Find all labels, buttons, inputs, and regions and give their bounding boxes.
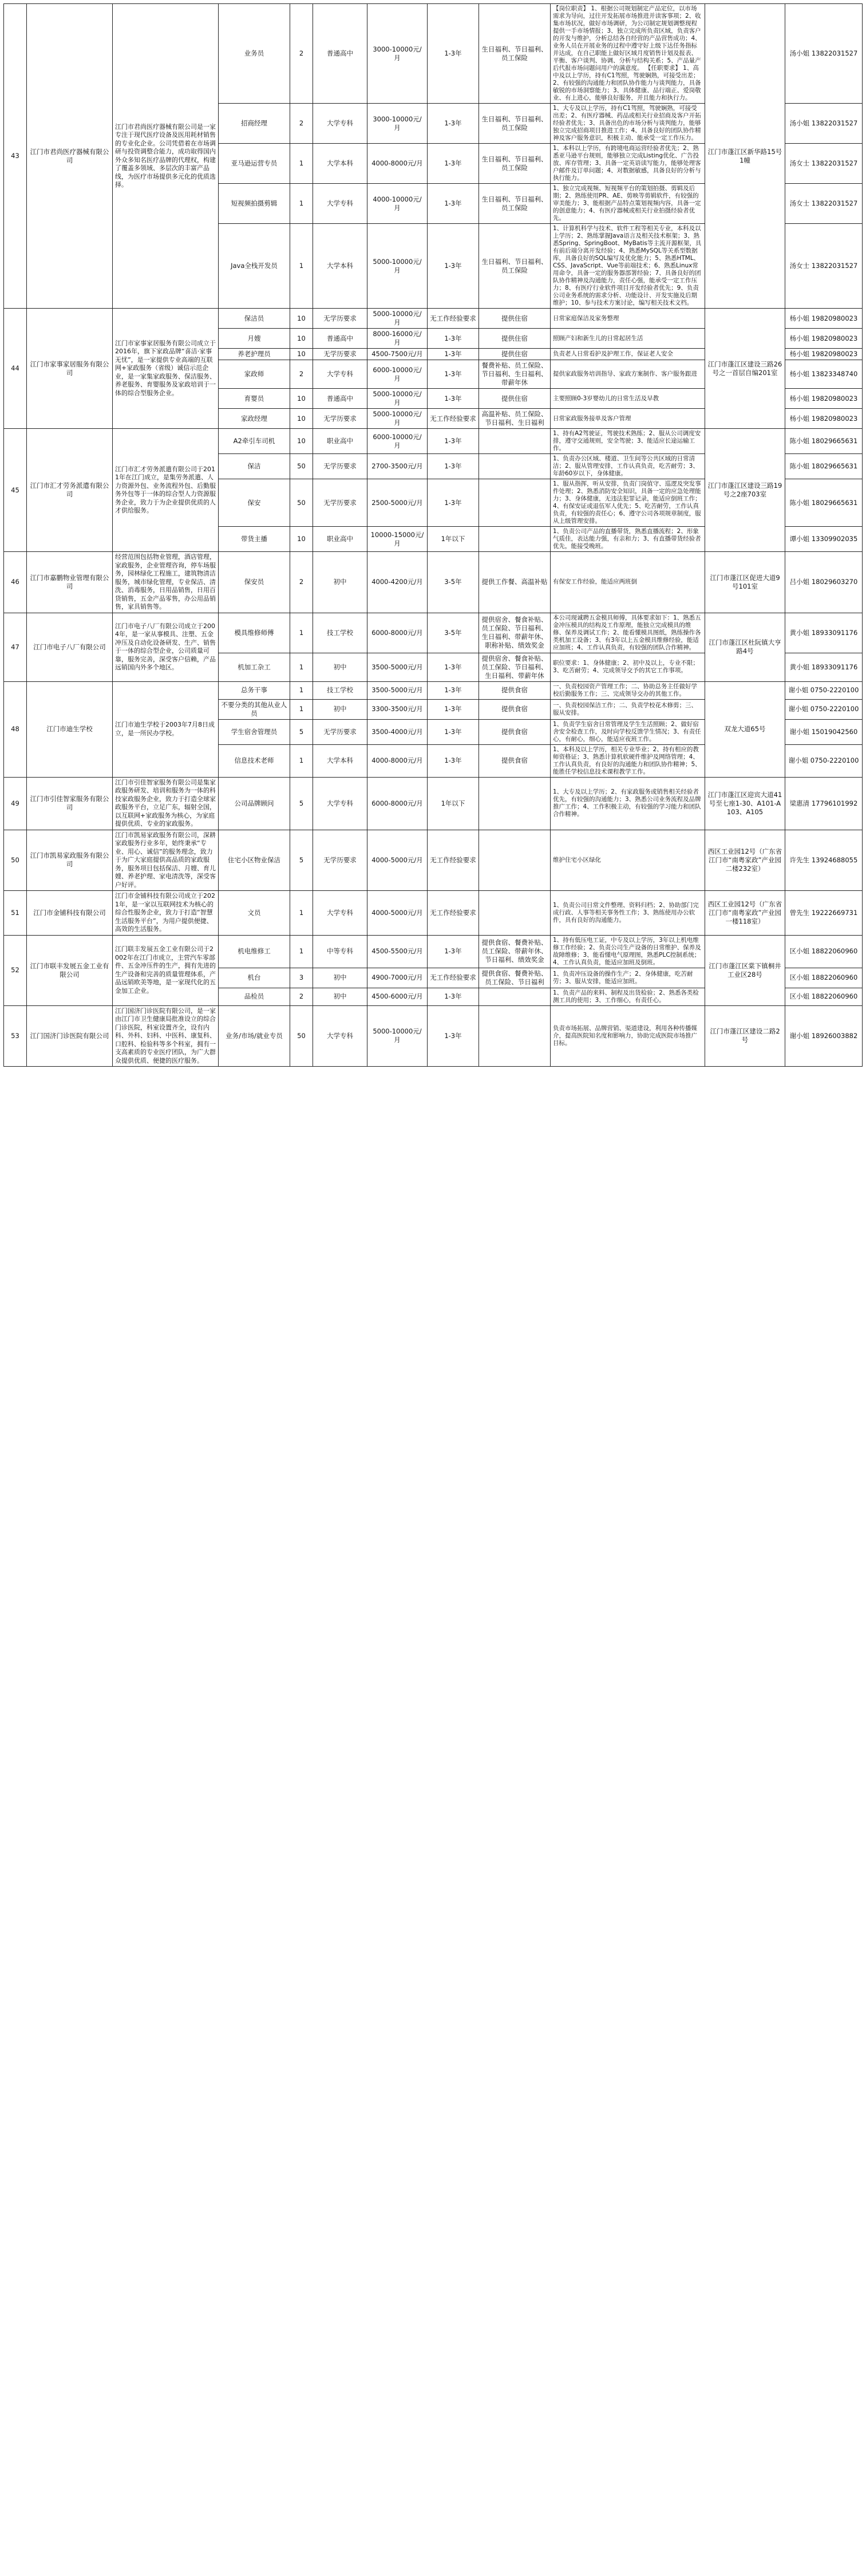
job-headcount: 1: [290, 891, 313, 936]
table-row: [4, 309, 863, 329]
job-position: 机电维修工: [219, 935, 290, 968]
job-contact: 区小姐 18822060960: [785, 935, 863, 968]
job-headcount: 1: [290, 613, 313, 653]
job-position: 业务员: [219, 4, 290, 104]
job-requirements: 一、负责校园保洁工作；二、负责学校花木修剪；三、服从安排。: [551, 699, 705, 719]
job-salary: 6000-10000元/月: [367, 429, 428, 454]
recruitment-table: [3, 3, 863, 1067]
job-benefits: 提供住宿: [479, 389, 551, 409]
job-contact: 谢小姐 0750-2220100: [785, 699, 863, 719]
company-description: 江门市凯易家政服务有限公司，深耕家政服务行业多年，始终秉承“专业、用心、诚信”的服务理念，致力于为广大家庭提供高品质的家政服务，服务项目包括保洁、月嫂、育儿嫂、养老护理、家电清洗等，深受客户好评。: [113, 830, 219, 891]
job-headcount: 3: [290, 968, 313, 988]
job-experience: 1-3年: [428, 653, 479, 681]
job-position: 品检员: [219, 988, 290, 1005]
table-row: [4, 935, 863, 968]
job-headcount: 2: [290, 552, 313, 613]
job-benefits: [479, 527, 551, 552]
company-number: 50: [4, 830, 27, 891]
job-benefits: [479, 830, 551, 891]
job-experience: 1-3年: [428, 329, 479, 349]
job-salary: 4500-7500元/月: [367, 349, 428, 360]
job-salary: 4000-5000元/月: [367, 830, 428, 891]
job-position: 公司品牌顾问: [219, 777, 290, 830]
job-benefits: 提供食宿、餐费补贴、员工保险、带薪年休、节日福利、绩效奖金: [479, 935, 551, 968]
job-education: 大学本科: [313, 224, 367, 309]
job-salary: 3000-10000元/月: [367, 104, 428, 144]
job-education: 初中: [313, 699, 367, 719]
job-contact: 区小姐 18822060960: [785, 988, 863, 1005]
company-number: 44: [4, 309, 27, 429]
job-headcount: 10: [290, 389, 313, 409]
job-headcount: 5: [290, 830, 313, 891]
company-address: 双龙大道65号: [705, 681, 785, 777]
job-requirements: 照顾产妇和新生儿的日常起居生活: [551, 329, 705, 349]
job-salary: 5000-10000元/月: [367, 1005, 428, 1067]
job-education: 大学专科: [313, 891, 367, 936]
job-salary: 5000-10000元/月: [367, 409, 428, 429]
job-position: 保洁员: [219, 309, 290, 329]
job-position: 业务/市场/就业专员: [219, 1005, 290, 1067]
company-name: 江门市凯易家政服务有限公司: [27, 830, 113, 891]
company-description: 江门国济门诊医院有限公司，是一家由江门市卫生健康局批准设立的综合门诊医院，科室设置齐全，设有内科、外科、妇科、中医科、康复科、口腔科、检验科等多个科室，拥有一支高素质的专业医疗团队，为广大群众提供优质、便捷的医疗服务。: [113, 1005, 219, 1067]
job-position: 家政师: [219, 360, 290, 389]
job-headcount: 2: [290, 104, 313, 144]
job-experience: 1-3年: [428, 4, 479, 104]
job-contact: 杨小姐 19820980023: [785, 389, 863, 409]
job-requirements: 主要照顾0-3岁婴幼儿的日常生活及早教: [551, 389, 705, 409]
job-requirements: 1、大专及以上学历；2、有家政服务或销售相关经验者优先，有较强的沟通能力；3、熟悉公司业务流程及品牌推广工作；4、工作积极主动，有较强的学习能力和团队合作精神。: [551, 777, 705, 830]
job-requirements: 1、负责产品的来料、制程及出货检验；2、熟悉各类检测工具的使用；3、工作细心，有责任心。: [551, 988, 705, 1005]
job-education: 初中: [313, 988, 367, 1005]
job-headcount: 1: [290, 653, 313, 681]
job-experience: 1-3年: [428, 184, 479, 224]
job-education: 大学专科: [313, 777, 367, 830]
job-salary: 10000-15000元/月: [367, 527, 428, 552]
company-address: 江门市蓬江区建设三路26号之一首层自编201室: [705, 309, 785, 429]
job-contact: 谭小姐 13309902035: [785, 527, 863, 552]
job-position: 模具维修师傅: [219, 613, 290, 653]
job-experience: 1年以下: [428, 777, 479, 830]
job-education: 无学历要求: [313, 409, 367, 429]
job-education: 初中: [313, 968, 367, 988]
company-name: 江门市嘉鹏物业管理有限公司: [27, 552, 113, 613]
job-headcount: 5: [290, 777, 313, 830]
job-contact: 杨小姐 13823348740: [785, 360, 863, 389]
company-description: 江门市迪生学校于2003年7月8日成立，是一所民办学校。: [113, 681, 219, 777]
company-description: 江门市汇才劳务派遣有限公司于2011年在江门成立，是集劳务派遣、人力资源外包、业务流程外包、后勤服务外包等于一体的综合型人力资源服务企业，致力于为企业提供优质的人才供给服务。: [113, 429, 219, 552]
company-name: 江门国济门诊医院有限公司: [27, 1005, 113, 1067]
company-name: 江门市迪生学校: [27, 681, 113, 777]
company-description: 江门市金铺科技有限公司成立于2021年，是一家以互联网技术为核心的综合性服务企业，致力于打造“智慧生活服务平台”，为用户提供便捷、高效的生活服务。: [113, 891, 219, 936]
job-headcount: 1: [290, 935, 313, 968]
job-requirements: 1、持有A2驾驶证，驾驶技术熟练；2、服从公司调度安排，遵守交通规则，安全驾驶；3、能适应长途运输工作。: [551, 429, 705, 454]
job-education: 初中: [313, 552, 367, 613]
job-education: 普通高中: [313, 389, 367, 409]
job-experience: 1-3年: [428, 719, 479, 744]
job-requirements: 日常家政服务接单及客户管理: [551, 409, 705, 429]
job-contact: 汤女士 13822031527: [785, 184, 863, 224]
job-education: 无学历要求: [313, 719, 367, 744]
job-experience: 3-5年: [428, 613, 479, 653]
job-salary: 4000-10000元/月: [367, 184, 428, 224]
job-headcount: 1: [290, 224, 313, 309]
job-experience: 1-3年: [428, 349, 479, 360]
table-row: [4, 429, 863, 454]
job-benefits: 生日福利、节日福利、员工保险: [479, 104, 551, 144]
job-benefits: 提供食宿: [479, 681, 551, 699]
company-number: 45: [4, 429, 27, 552]
job-benefits: 餐费补贴、员工保险、节日福利、生日福利、带薪年休: [479, 360, 551, 389]
job-benefits: 高温补贴、员工保险、节日福利、生日福利: [479, 409, 551, 429]
job-salary: 3500-4000元/月: [367, 719, 428, 744]
job-requirements: 1、本科以上学历，有跨境电商运营经验者优先；2、熟悉亚马逊平台规则，能够独立完成Listing优化、广告投放、库存管理；3、具备一定英语读写能力，能够处理客户邮件及订单问题；4、对数据敏感，具备良好的分析与执行能力。: [551, 144, 705, 184]
job-education: 无学历要求: [313, 349, 367, 360]
job-salary: 3000-10000元/月: [367, 4, 428, 104]
job-experience: 1年以下: [428, 527, 479, 552]
job-experience: 1-3年: [428, 104, 479, 144]
table-row: [4, 681, 863, 699]
job-salary: 4000-5000元/月: [367, 891, 428, 936]
job-headcount: 50: [290, 454, 313, 479]
job-contact: 梁惠清 17796101992: [785, 777, 863, 830]
job-education: 初中: [313, 653, 367, 681]
job-requirements: 负责市场拓展、品牌营销、渠道建设，利用各种传播媒介，提高医院知名度和影响力，协助完成医院市场推广目标。: [551, 1005, 705, 1067]
company-address: 江门市蓬江区促进大道9号101室: [705, 552, 785, 613]
job-headcount: 1: [290, 699, 313, 719]
table-row: [4, 777, 863, 830]
job-contact: 黄小姐 18933091176: [785, 613, 863, 653]
job-education: 大学专科: [313, 1005, 367, 1067]
job-headcount: 10: [290, 429, 313, 454]
job-position: 养老护理员: [219, 349, 290, 360]
job-position: 总务干事: [219, 681, 290, 699]
job-contact: 谢小姐 18926003882: [785, 1005, 863, 1067]
job-headcount: 5: [290, 719, 313, 744]
job-requirements: 1、独立完成视频、短视频平台的策划拍摄、剪辑及后期；2、熟练使用PR、AE、剪映等剪辑软件，有较强的审美能力；3、能根据产品特点策划视频内容，具备一定的创意能力；4、有医疗器械或相关行业拍摄经验者优先。: [551, 184, 705, 224]
job-salary: 3300-3500元/月: [367, 699, 428, 719]
job-position: 家政经理: [219, 409, 290, 429]
table-row: [4, 613, 863, 653]
job-position: 文员: [219, 891, 290, 936]
job-benefits: [479, 891, 551, 936]
job-experience: 1-3年: [428, 224, 479, 309]
job-salary: 3500-5000元/月: [367, 681, 428, 699]
job-benefits: [479, 1005, 551, 1067]
job-education: 无学历要求: [313, 454, 367, 479]
job-benefits: [479, 429, 551, 454]
job-salary: 6000-8000元/月: [367, 613, 428, 653]
job-experience: 无工作经验要求: [428, 309, 479, 329]
job-benefits: 提供宿舍、餐食补贴、员工保险、节日福利、生日福利、带薪年休、职称补贴、绩效奖金: [479, 613, 551, 653]
job-position: 住宅小区物业保洁: [219, 830, 290, 891]
company-name: 江门市引佳智家服务有限公司: [27, 777, 113, 830]
job-headcount: 10: [290, 409, 313, 429]
job-headcount: 1: [290, 144, 313, 184]
job-position: 育婴员: [219, 389, 290, 409]
job-salary: 6000-10000元/月: [367, 360, 428, 389]
job-headcount: 10: [290, 349, 313, 360]
job-salary: 4000-8000元/月: [367, 144, 428, 184]
company-number: 48: [4, 681, 27, 777]
job-salary: 4500-6000元/月: [367, 988, 428, 1005]
company-number: 46: [4, 552, 27, 613]
job-contact: 吕小姐 18029603270: [785, 552, 863, 613]
job-salary: 2700-3500元/月: [367, 454, 428, 479]
company-name: 江门市家事家居服务有限公司: [27, 309, 113, 429]
job-position: 带货主播: [219, 527, 290, 552]
job-salary: 4000-4200元/月: [367, 552, 428, 613]
job-salary: 6000-8000元/月: [367, 777, 428, 830]
job-salary: 5000-10000元/月: [367, 224, 428, 309]
job-position: 亚马逊运营专员: [219, 144, 290, 184]
job-requirements: 1、负责公司产品的直播带货，熟悉直播流程；2、形象气质佳，表达能力强，有亲和力；3、有直播带货经验者优先，能接受晚班。: [551, 527, 705, 552]
job-benefits: 生日福利、节日福利、员工保险: [479, 224, 551, 309]
job-contact: 汤女士 13822031527: [785, 224, 863, 309]
company-number: 47: [4, 613, 27, 681]
company-address: 西区工业园12号（广东省江门市“南粤家政”产业园二楼232室）: [705, 830, 785, 891]
job-benefits: 提供食宿、餐费补贴、员工保险、节日福利: [479, 968, 551, 988]
job-experience: 1-3年: [428, 144, 479, 184]
company-description: 江门市家事家居服务有限公司成立于2016年，旗下家政品牌“喜洁·家事无忧”，是一家提供专业高端的互联网+家政服务（省级）诚信示范企业，是一家集家政服务、保洁服务、养老服务、育婴服务及家政培训于一体的综合型服务企业。: [113, 309, 219, 429]
job-contact: 陈小姐 18029665631: [785, 429, 863, 454]
company-address: 江门市蓬江区棠下镇桐井工业区28号: [705, 935, 785, 1005]
job-requirements: 1、计算机科学与技术、软件工程等相关专业，本科及以上学历；2、熟练掌握Java语言及相关技术框架；3、熟悉Spring、SpringBoot、MyBatis等主流开源框架，具有前后端分离开发经验；4、熟悉MySQL等关系型数据库，具备良好的SQL编写及优化能力；5、熟悉HTML、CSS、JavaScript、Vue等前端技术；6、熟悉Linux常用命令，具备一定的服务器部署经验；7、具备良好的团队协作精神及沟通能力，责任心强，能承受一定工作压力；8、有医疗行业软件项目开发经验者优先；9、负责公司业务系统的需求分析、功能设计、开发实施及后期维护；10、参与技术方案讨论，编写相关技术文档。: [551, 224, 705, 309]
job-position: 学生宿舍管理员: [219, 719, 290, 744]
job-education: 大学专科: [313, 360, 367, 389]
job-education: 技工学校: [313, 681, 367, 699]
job-position: 机台: [219, 968, 290, 988]
job-education: 无学历要求: [313, 479, 367, 527]
job-education: 职业高中: [313, 429, 367, 454]
job-education: 技工学校: [313, 613, 367, 653]
job-benefits: 提供住宿: [479, 329, 551, 349]
job-salary: 2500-5000元/月: [367, 479, 428, 527]
job-experience: 1-3年: [428, 360, 479, 389]
job-benefits: [479, 777, 551, 830]
job-requirements: 职位要求：1、身体健康；2、初中及以上，专业不限；3、吃苦耐劳；4、完成领导交予的其它工作事项。: [551, 653, 705, 681]
table-row: [4, 552, 863, 613]
job-salary: 8000-16000元/月: [367, 329, 428, 349]
company-name: 江门市汇才劳务派遣有限公司: [27, 429, 113, 552]
job-education: 大学本科: [313, 144, 367, 184]
job-headcount: 10: [290, 527, 313, 552]
job-salary: 3500-5000元/月: [367, 653, 428, 681]
job-position: Java全栈开发员: [219, 224, 290, 309]
job-requirements: 提供家政服务培训指导、家政方案制作、客户服务跟进: [551, 360, 705, 389]
job-contact: 汤女士 13822031527: [785, 144, 863, 184]
job-requirements: 1、大专及以上学历，持有C1驾照，驾驶娴熟，可接受出差；2、有医疗器械、药品或相关行业招商及客户开拓经验者优先；3、具备出色的市场分析与谈判能力，能够独立完成招商项目推进工作；4、具备良好的团队协作精神及客户服务意识，积极主动、能承受一定工作压力。: [551, 104, 705, 144]
job-experience: 1-3年: [428, 935, 479, 968]
job-headcount: 1: [290, 184, 313, 224]
table-row: [4, 891, 863, 936]
job-benefits: 生日福利、节日福利、员工保险: [479, 144, 551, 184]
job-contact: 杨小姐 19820980023: [785, 309, 863, 329]
job-headcount: 2: [290, 988, 313, 1005]
job-education: 中等专科: [313, 935, 367, 968]
job-contact: 黄小姐 18933091176: [785, 653, 863, 681]
job-contact: 谢小姐 0750-2220100: [785, 681, 863, 699]
job-headcount: 10: [290, 329, 313, 349]
job-headcount: 50: [290, 1005, 313, 1067]
job-contact: 杨小姐 19820980023: [785, 409, 863, 429]
job-contact: 谢小姐 0750-2220100: [785, 744, 863, 777]
job-requirements: 1、本科及以上学历，相关专业毕业；2、持有相应的教师资格证；3、熟悉计算机软硬件维护及网络管理；4、工作认真负责，有良好的沟通能力和团队协作精神；5、能胜任学校信息技术课程教学工作。: [551, 744, 705, 777]
job-benefits: 生日福利、节日福利、员工保险: [479, 184, 551, 224]
job-requirements: 1、负责学生宿舍日常管理及学生生活照顾；2、做好宿舍安全检查工作，及时向学校反馈学生情况；3、有责任心，有耐心，细心，能适应夜班工作。: [551, 719, 705, 744]
job-experience: 无工作经验要求: [428, 891, 479, 936]
job-requirements: 1、负责冲压设备的操作生产；2、身体健康，吃苦耐劳；3、服从安排，能适应加班。: [551, 968, 705, 988]
job-experience: 1-3年: [428, 681, 479, 699]
job-experience: 1-3年: [428, 429, 479, 454]
job-requirements: 【岗位职责】 1、根据公司规划制定产品定位，以市场需求为导向，过往开发拓展市场推进并读客事项；2、收集市场状况，做好市场调研，为公司制定规划调整现程提供一手市场情报；3、独立完成所负责区域，负责客户的开发与维护，分析总结各自经营的产品营售成功；4、业务人员在开展业务的过程中遵守好上级下达任务指标并达成，在自己职能上做好区域月度销售计划及报表、平衡、客户谈判、协调、分析与结构关系；5、产品量产后代报市场问题问用户的满意度。 【任职要求】 1、高中及以上学历，持有C1驾照，驾驶娴熟，可接受出差；2、有较强的沟通能力和团队协作能力与谈判能力，具备敏锐的市场洞察能力；3、具体健康、品行端正、爱岗敬业、有上进心，能够良好服务，并且能力和执行力。: [551, 4, 705, 104]
job-benefits: 提供食宿: [479, 699, 551, 719]
company-description: 江门市引佳智家服务有限公司是集家政服务研发、培训和服务为一体的科技家政服务企业，致力于打造全球家政服务平台，立足广东，辐射全国，以互联网+家政服务为核心，为家庭提供优质、专业的家政服务。: [113, 777, 219, 830]
company-address: 江门市蓬江区新华路15号1幢: [705, 4, 785, 309]
job-education: 无学历要求: [313, 309, 367, 329]
job-education: 职业高中: [313, 527, 367, 552]
company-name: 江门市电子八厂有限公司: [27, 613, 113, 681]
job-experience: 无工作经验要求: [428, 830, 479, 891]
job-experience: 1-3年: [428, 389, 479, 409]
job-requirements: 本公司现诚聘五金模具师傅，具体要求如下：1、熟悉五金冲压模具的结构及工作原理，能独立完成模具的维修、保养及调试工作；2、能看懂模具图纸，熟练操作各类机加工设备；3、有3年以上五金模具维修经验，能适应加班；4、工作认真负责，有较强的团队合作精神。: [551, 613, 705, 653]
job-benefits: 提供食宿: [479, 719, 551, 744]
job-benefits: 提供宿舍、餐食补贴、员工保险、节日福利、生日福利、带薪年休: [479, 653, 551, 681]
job-headcount: 1: [290, 744, 313, 777]
job-experience: 3-5年: [428, 552, 479, 613]
job-requirements: 1、负责公司日常文件整理、资料归档；2、协助部门完成行政、人事等相关事务性工作；3、熟练使用办公软件，具有良好的沟通能力。: [551, 891, 705, 936]
job-position: 保洁: [219, 454, 290, 479]
job-position: 机加工杂工: [219, 653, 290, 681]
job-requirements: 1、持有低压电工证，中专及以上学历，3年以上机电维修工作经验；2、负责公司生产设备的日常维护、保养及故障维修；3、能看懂电气原理图，熟悉PLC控制系统；4、工作认真负责，能适应加班及倒班。: [551, 935, 705, 968]
company-name: 江门市君尚医疗器械有限公司: [27, 4, 113, 309]
job-headcount: 50: [290, 479, 313, 527]
job-position: 短视频拍摄剪辑: [219, 184, 290, 224]
job-position: 月嫂: [219, 329, 290, 349]
company-description: 江门市君尚医疗器械有限公司是一家专注于现代医疗设备及医用耗材销售的专业化企业。公司凭借着在市场调研与投资调整合能力，成功取得国内外众多知名医疗品牌的代理权，构建了覆盖多领域、多层次的丰富产品线，为医疗市场提供多元化的优质选择。: [113, 4, 219, 309]
job-experience: 1-3年: [428, 479, 479, 527]
job-requirements: 一、负责校园资产管理工作；二、协助总务主任做好学校后勤服务工作；三、完成领导交办的其他工作。: [551, 681, 705, 699]
job-benefits: 提供住宿: [479, 349, 551, 360]
job-education: 大学专科: [313, 104, 367, 144]
job-education: 无学历要求: [313, 830, 367, 891]
job-contact: 曾先生 19222669731: [785, 891, 863, 936]
company-description: 经营范围包括物业管理，酒店管理，家政服务，企业管理咨询，停车场服务，园林绿化工程施工，建筑物清洁服务，城市绿化管理，专业保洁、清洗、消毒服务，日用品销售，日用百货销售，五金产品零售，办公用品销售，家具销售等。: [113, 552, 219, 613]
job-benefits: 提供住宿: [479, 309, 551, 329]
job-contact: 汤小姐 13822031527: [785, 104, 863, 144]
job-benefits: [479, 454, 551, 479]
job-contact: 陈小姐 18029665631: [785, 479, 863, 527]
company-number: 51: [4, 891, 27, 936]
company-number: 49: [4, 777, 27, 830]
job-benefits: 提供工作餐、高温补贴: [479, 552, 551, 613]
job-headcount: 10: [290, 309, 313, 329]
job-requirements: 负责老人日常看护及护理工作，保证老人安全: [551, 349, 705, 360]
company-name: 江门市金铺科技有限公司: [27, 891, 113, 936]
job-contact: 区小姐 18822060960: [785, 968, 863, 988]
job-position: A2牵引车司机: [219, 429, 290, 454]
job-requirements: 1、服从指挥，听从安排，负责门岗值守、巡逻及突发事件处理；2、熟悉消防安全知识，具备一定的应急处理能力；3、身体健康，无违法犯罪记录，能适应倒班工作；4、有保安证或退伍军人优先；5、吃苦耐劳，工作认真负责，有较强的责任心；6、遵守公司各项规章制度，服从上级管理安排。: [551, 479, 705, 527]
job-contact: 谢小姐 15019042560: [785, 719, 863, 744]
company-address: 西区工业园12号（广东省江门市“南粤家政”产业园一楼118室）: [705, 891, 785, 936]
job-experience: 1-3年: [428, 744, 479, 777]
job-position: 招商经理: [219, 104, 290, 144]
job-benefits: [479, 479, 551, 527]
company-address: 江门市蓬江区建设二路2号: [705, 1005, 785, 1067]
job-salary: 4500-5500元/月: [367, 935, 428, 968]
job-contact: 杨小姐 19820980023: [785, 329, 863, 349]
job-salary: 4000-8000元/月: [367, 744, 428, 777]
job-education: 大学专科: [313, 184, 367, 224]
job-requirements: 有保安工作经验，能适应两班倒: [551, 552, 705, 613]
company-number: 53: [4, 1005, 27, 1067]
company-address: 江门市蓬江区杜阮镇大亨路4号: [705, 613, 785, 681]
job-contact: 陈小姐 18029665631: [785, 454, 863, 479]
job-requirements: 日常家庭保洁及家务整理: [551, 309, 705, 329]
job-experience: 1-3年: [428, 454, 479, 479]
job-benefits: 生日福利、节日福利、员工保险: [479, 4, 551, 104]
job-position: 不要分类的其他从业人员: [219, 699, 290, 719]
company-description: 江门市电子八厂有限公司成立于2004年，是一家从事模具、注塑、五金冲压及自动化设备研发、生产、销售于一体的综合型企业，公司质量可靠，服务完善，深受客户信赖，产品远销国内外多个地区。: [113, 613, 219, 681]
job-education: 普通高中: [313, 329, 367, 349]
company-number: 43: [4, 4, 27, 309]
table-row: [4, 4, 863, 104]
job-experience: 1-3年: [428, 699, 479, 719]
job-salary: 4900-7000元/月: [367, 968, 428, 988]
job-contact: 杨小姐 19820980023: [785, 349, 863, 360]
job-experience: 1-3年: [428, 988, 479, 1005]
table-row: [4, 1005, 863, 1067]
job-position: 信息技术老师: [219, 744, 290, 777]
job-contact: 汤小姐 13822031527: [785, 4, 863, 104]
job-education: 普通高中: [313, 4, 367, 104]
job-benefits: 提供食宿: [479, 744, 551, 777]
table-row: [4, 830, 863, 891]
job-position: 保安: [219, 479, 290, 527]
company-address: 江门市蓬江区迎宾大道41号至七座1-30、A101-A103、A105: [705, 777, 785, 830]
job-requirements: 维护住宅小区绿化: [551, 830, 705, 891]
job-requirements: 1、负责办公区域、楼道、卫生间等公共区域的日常清洁；2、服从管理安排，工作认真负责，吃苦耐劳；3、年龄60岁以下，身体健康。: [551, 454, 705, 479]
company-address: 江门市蓬江区建设三路19号之2座703室: [705, 429, 785, 552]
company-number: 52: [4, 935, 27, 1005]
job-benefits: [479, 988, 551, 1005]
job-position: 保安员: [219, 552, 290, 613]
job-education: 大学本科: [313, 744, 367, 777]
job-headcount: 2: [290, 360, 313, 389]
company-description: 江门联丰发展五金工业有限公司于2002年在江门市成立，主营汽车零部件、五金冲压件的生产，拥有先进的生产设备和完善的质量管理体系，产品远销欧美等地，是一家现代化的五金加工企业。: [113, 935, 219, 1005]
job-experience: 无工作经验要求: [428, 409, 479, 429]
job-contact: 许先生 13924688055: [785, 830, 863, 891]
job-experience: 1-3年: [428, 1005, 479, 1067]
job-experience: 无工作经验要求: [428, 968, 479, 988]
job-headcount: 2: [290, 4, 313, 104]
job-salary: 5000-10000元/月: [367, 389, 428, 409]
job-headcount: 1: [290, 681, 313, 699]
job-salary: 5000-10000元/月: [367, 309, 428, 329]
company-name: 江门市联丰发展五金工业有限公司: [27, 935, 113, 1005]
